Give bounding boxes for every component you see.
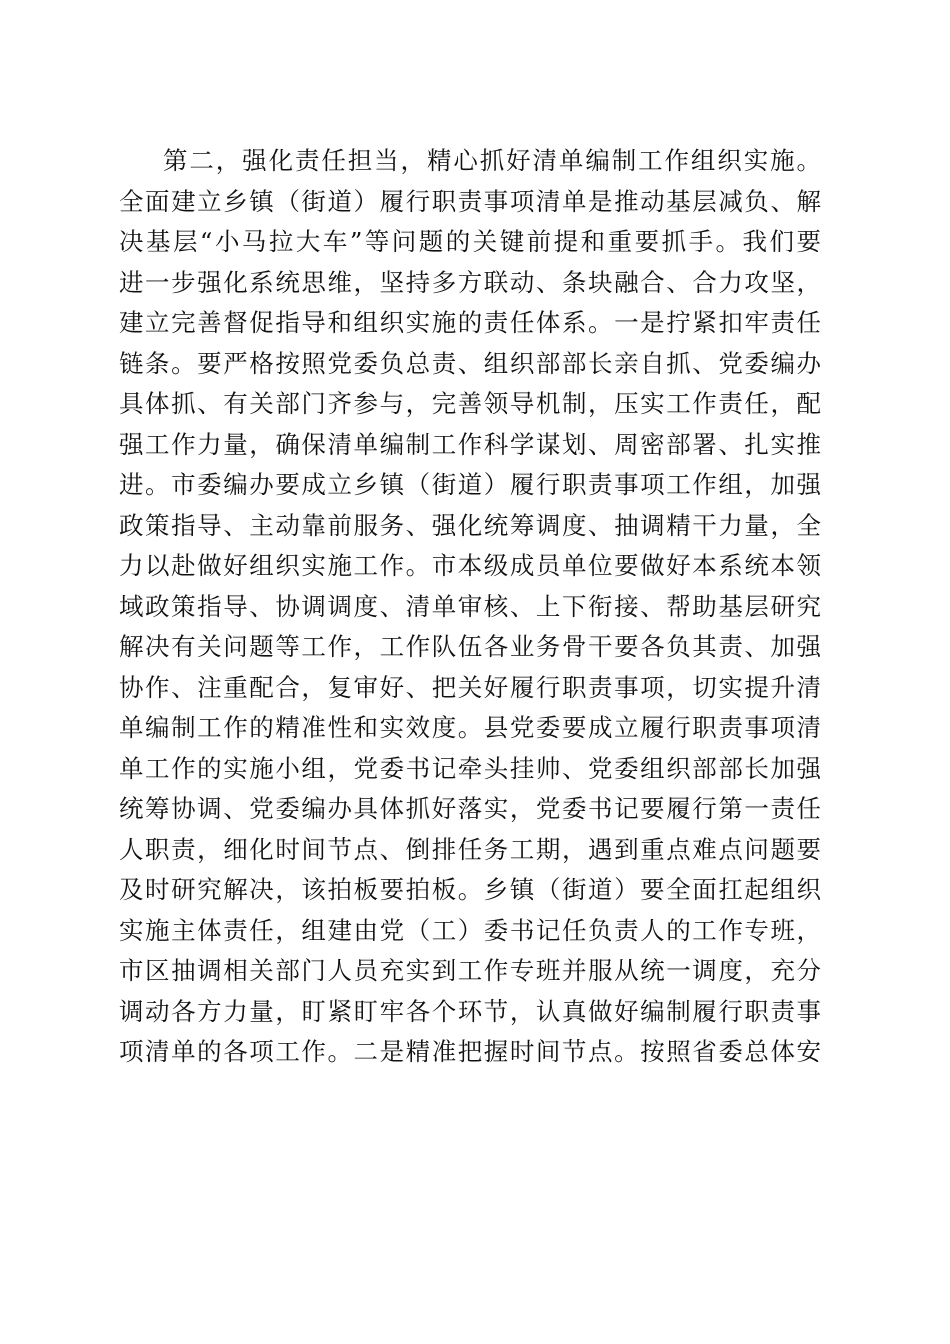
paragraph-line: 强工作力量，确保清单编制工作科学谋划、周密部署、扎实推 (119, 429, 821, 459)
paragraph-line: 调动各方力量，盯紧盯牢各个环节，认真做好编制履行职责事 (119, 996, 821, 1026)
paragraph-line: 及时研究解决，该拍板要拍板。乡镇（街道）要全面扛起组织 (119, 875, 821, 904)
paragraph-line: 实施主体责任，组建由党（工）委书记任负责人的工作专班， (119, 915, 821, 945)
paragraph-line: 单编制工作的精准性和实效度。县党委要成立履行职责事项清 (119, 713, 821, 742)
paragraph-line: 解决有关问题等工作，工作队伍各业务骨干要各负其责、加强 (119, 632, 821, 661)
paragraph-line: 进。市委编办要成立乡镇（街道）履行职责事项工作组，加强 (119, 470, 821, 499)
paragraph-line: 建立完善督促指导和组织实施的责任体系。一是拧紧扣牢责任 (119, 308, 821, 337)
paragraph-line: 域政策指导、协调调度、清单审核、上下衔接、帮助基层研究 (119, 591, 821, 621)
paragraph-line: 力以赴做好组织实施工作。市本级成员单位要做好本系统本领 (119, 551, 821, 580)
paragraph-line: 单工作的实施小组，党委书记牵头挂帅、党委组织部部长加强 (119, 753, 821, 783)
paragraph-line: 政策指导、主动靠前服务、强化统筹调度、抽调精干力量，全 (119, 510, 821, 540)
paragraph-line: 第二，强化责任担当，精心抓好清单编制工作组织实施。 (163, 146, 821, 175)
paragraph-line: 市区抽调相关部门人员充实到工作专班并服从统一调度，充分 (119, 956, 821, 985)
paragraph-line: 协作、注重配合，复审好、把关好履行职责事项，切实提升清 (119, 672, 821, 702)
paragraph-line: 链条。要严格按照党委负总责、组织部部长亲自抓、党委编办 (119, 348, 821, 378)
paragraph-line: 人职责，细化时间节点、倒排任务工期，遇到重点难点问题要 (119, 834, 821, 864)
paragraph-line: 具体抓、有关部门齐参与，完善领导机制，压实工作责任，配 (119, 389, 821, 418)
paragraph-line: 进一步强化系统思维，坚持多方联动、条块融合、合力攻坚， (119, 267, 821, 297)
paragraph-line: 统筹协调、党委编办具体抓好落实，党委书记要履行第一责任 (119, 794, 821, 823)
paragraph-line: 项清单的各项工作。二是精准把握时间节点。按照省委总体安 (119, 1037, 821, 1066)
body-paragraph (119, 141, 821, 1073)
paragraph-line: 决基层“小马拉大车”等问题的关键前提和重要抓手。我们要 (119, 227, 821, 256)
paragraph-line: 全面建立乡镇（街道）履行职责事项清单是推动基层减负、解 (119, 186, 821, 216)
